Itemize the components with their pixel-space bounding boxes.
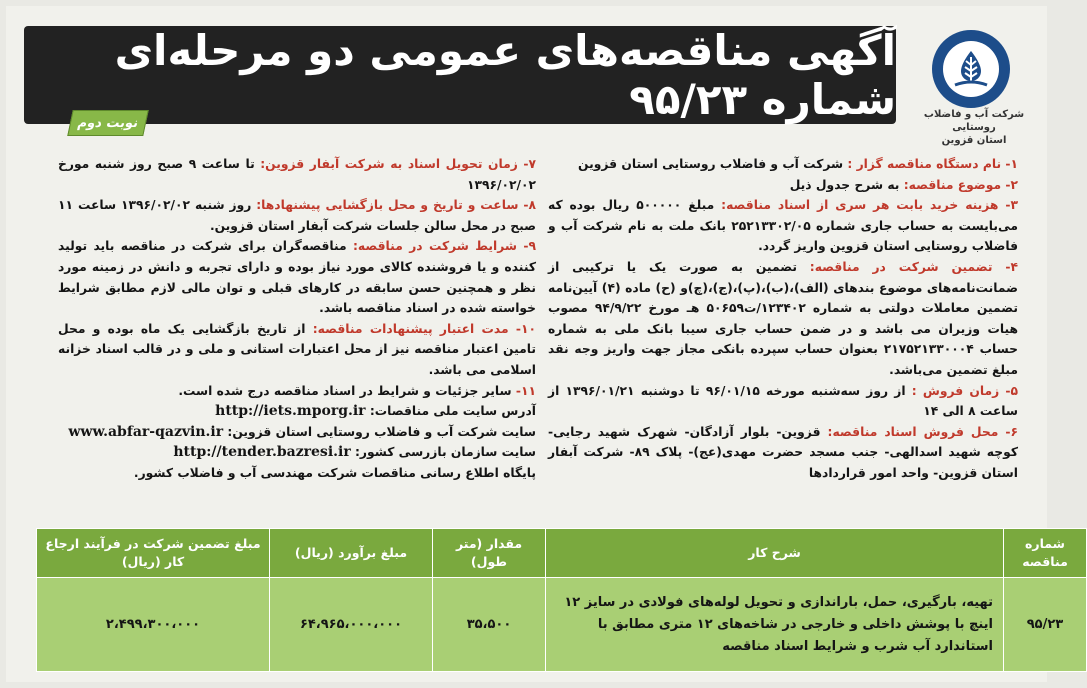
left-column [58,154,536,484]
inspection-site-link[interactable]: http://tender.bazresi.ir [173,444,351,461]
company-logo [902,28,1046,144]
link-company-site: سایت شرکت آب و فاضلاب روستایی استان قزوین: www.abfar-qazvin.ir [68,423,536,440]
company-site-link[interactable]: www.abfar-qazvin.ir [68,423,224,440]
header-tender-number: شماره مناقصه [1004,529,1087,578]
clause-6: ۶- محل فروش اسناد مناقصه: قزوین- بلوار آزادگان- شهرک شهید رجایی- کوچه شهید اسدالهی- جنب مسجد حضرت مهدی(عج)- پلاک ۸۹- شرکت آبفار استان قزوین- واحد امور قراردادها [548,424,1019,480]
link-national-tenders: آدرس سایت ملی مناقصات: http://iets.mporg.ir [215,403,536,420]
national-tenders-link[interactable]: http://iets.mporg.ir [215,403,366,420]
header-estimate: مبلغ برآورد (ریال) [270,529,433,578]
header-description: شرح کار [546,529,1004,578]
table-row [37,578,1087,672]
table-header-row [37,529,1087,578]
edition-badge: نوبت دوم [67,110,149,136]
clause-3: ۳- هزینه خرید بابت هر سری از اسناد مناقصه: مبلغ ۵۰۰۰۰۰ ریال بوده که می‌بایست به حساب جاری شماره ۲۵۲۱۳۳۰۲/۰۵ بانک ملت به نام شرکت آب و فاضلاب روستایی استان قزوین واریز گردد. [548,198,1018,254]
page-title: آگهی مناقصه‌های عمومی دو مرحله‌ای شماره ۹۵/۲۳ [114,26,896,124]
cell-tender-number: ۹۵/۲۳ [1004,578,1087,672]
cell-bond: ۲،۴۹۹،۳۰۰،۰۰۰ [37,578,270,672]
link-inspection-site: سایت سازمان بازرسی کشور: http://tender.bazresi.ir [173,444,536,461]
clause-9: ۹- شرایط شرکت در مناقصه: مناقصه‌گران برای شرکت در مناقصه باید تولید کننده و یا فروشنده کالای مورد نیاز بوده و دارای تجربه و دانش در زمینه مورد نظر و همچنین حسن سابقه در کارهای قبلی و توان مالی لازم مطابق شرایط خواسته شده در اسناد مناقصه باشد. [58,239,536,316]
clause-10: ۱۰- مدت اعتبار پیشنهادات مناقصه: از تاریخ بازگشایی یک ماه بوده و محل تامین اعتبار مناقصه نیز از محل اعتبارات استانی و ملی و در قالب اسناد خزانه اسلامی می باشد. [58,321,537,377]
clause-7: ۷- زمان تحویل اسناد به شرکت آبفار قزوین: تا ساعت ۹ صبح روز شنبه مورخ ۱۳۹۶/۰۲/۰۲ [58,157,536,192]
cell-description: تهیه، بارگیری، حمل، باراندازی و تحویل لوله‌های فولادی در سایز ۱۲ اینچ با پوشش داخلی و خارجی در شاخه‌های ۱۲ متری مطابق با استاندارد آب شرب و شرایط اسناد مناقصه [546,578,1004,672]
newspaper-ad [6,6,1068,682]
footer-note: پایگاه اطلاع رسانی مناقصات شرکت مهندسی آب و فاضلاب کشور. [133,465,536,480]
header-quantity: مقدار (متر طول) [433,529,546,578]
logo-emblem [943,41,999,97]
right-column [548,154,1018,484]
logo-ring [932,30,1010,108]
clause-1: ۱- نام دستگاه مناقصه گزار : شرکت آب و فاضلاب روستایی استان قزوین [578,157,1018,171]
logo-caption: شرکت آب و فاضلاب روستایی استان قزوین [923,109,1025,146]
clause-2: ۲- موضوع مناقصه: به شرح جدول ذیل [789,177,1018,192]
cell-estimate: ۶۴،۹۶۵،۰۰۰،۰۰۰ [270,578,433,672]
clause-5: ۵- زمان فروش : از روز سه‌شنبه مورخه ۹۶/۰۱/۱۵ تا دوشنبه ۱۳۹۶/۰۱/۲۱ از ساعت ۸ الی ۱۴ [548,383,1018,419]
tender-table [36,528,1087,672]
cell-quantity: ۳۵،۵۰۰ [433,578,546,672]
clause-11: ۱۱- سایر جزئیات و شرایط در اسناد مناقصه درج شده است. [178,383,536,398]
clause-8: ۸- ساعت و تاریخ و محل بازگشایی پیشنهادها: روز شنبه ۱۳۹۶/۰۲/۰۲ ساعت ۱۱ صبح در محل سالن جلسات شرکت آبفار استان قزوین. [58,198,536,233]
title-banner [24,26,896,124]
clause-4: ۴- تضمین شرکت در مناقصه: تضمین به صورت یک یا ترکیبی از ضمانت‌نامه‌های موضوع بندهای (الف)،(ب)،(پ)،(ج)،(چ)و (ح) ماده (۴) آیین‌نامه تضمین معاملات دولتی به شماره ۱۲۳۴۰۲/ت۵۰۶۵۹ هـ مورخ ۹۴/۹/۲۲ مصوب هیات وزیران می باشد و در ضمن حساب جاری سیبا بانک ملی به شماره حساب ۲۱۷۵۲۱۳۳۰۰۰۴ بعنوان حساب سپرده بانکی مجاز جهت واریز وجه نقد مبلغ تضمین می‌باشد. [548,259,1018,377]
header-bond: مبلغ تضمین شرکت در فرآیند ارجاع کار (ریال) [37,529,270,578]
wheat-drop-icon [949,47,993,91]
